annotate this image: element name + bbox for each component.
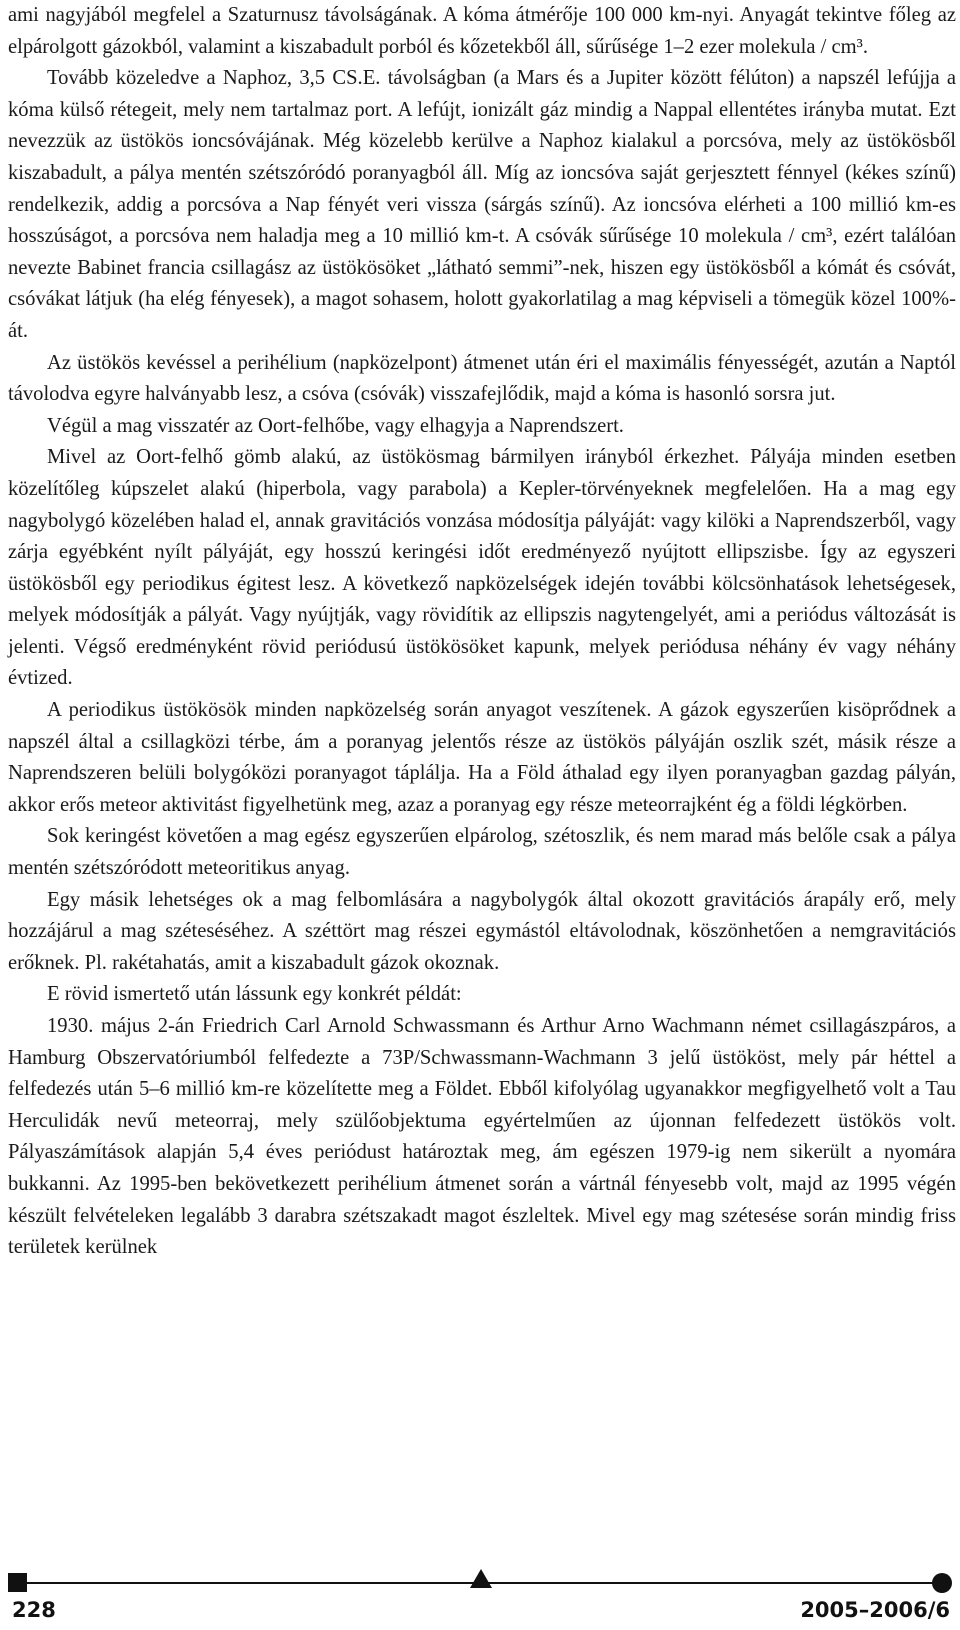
page-footer bbox=[8, 1560, 952, 1626]
paragraph: Az üstökös kevéssel a perihélium (napközelpont) átmenet után éri el maximális fényességét, azután a Naptól távolodva egyre halványabb lesz, a csóva (csóvák) visszafejlődik, majd a kóma is hasonló sorsra jut. bbox=[8, 351, 956, 406]
circle-ornament-icon bbox=[932, 1573, 952, 1593]
page-number: 228 bbox=[12, 1598, 56, 1622]
page bbox=[8, 0, 956, 1264]
paragraph: Tovább közeledve a Naphoz, 3,5 CS.E. távolságban (a Mars és a Jupiter között félúton) a napszél lefújja a kóma külső rétegeit, mely nem tartalmaz port. A lefújt, ionizált gáz mindig a Nappal ellentétes irányba mutat. Ezt nevezzük az üstökös ioncsóvájának. Még közelebb kerülve a Naphoz kialakul a porcsóva, mely az üstökösből kiszabadult, a pálya mentén szétszóródó poranyagból áll. Míg az ioncsóva saját gerjesztett fénnyel (kékes színű) rendelkezik, addig a porcsóva a Nap fényét veri vissza (sárgás színű). Az ioncsóva elérheti a 100 millió km-es hosszúságot, a porcsóva nem haladja meg a 10 millió km-t. A csóvák sűrűsége 10 molekula / cm³, ezért találóan nevezte Babinet francia csillagász az üstökösöket „látható semmi”-nek, hiszen egy üstökösből a kómát és csóvát, csóvákat látjuk (ha elég fényesek), a magot sohasem, holott gyakorlatilag a mag képviseli a tömegük közel 100%-át. bbox=[8, 67, 956, 342]
square-ornament-icon bbox=[8, 1573, 27, 1592]
paragraph: ami nagyjából megfelel a Szaturnusz távolságának. A kóma átmérője 100 000 km-nyi. Anyagát tekintve főleg az elpárolgott gázokból, valamint a kiszabadult porból és kőzetekből áll, sűrűsége 1–2 ezer molekula / cm³. bbox=[8, 4, 956, 58]
paragraph: Mivel az Oort-felhő gömb alakú, az üstökösmag bármilyen irányból érkezhet. Pályája minden esetben közelítőleg kúpszelet alakú (hiperbola, vagy parabola) a Kepler-törvényeknek megfelelően. Ha a mag egy nagybolygó közelében halad el, annak gravitációs vonzása módosítja pályáját: vagy kilöki a Naprendszerből, vagy zárja egyébként nyílt pályáját, egy hosszú keringési időt eredményező nyújtott ellipszisbe. Így az egyszeri üstökösből egy periodikus égitest lesz. A következő napközelségek idején további kölcsönhatások lehetségesek, melyek módosítják a pályát. Vagy nyújtják, vagy rövidítik az ellipszis nagytengelyét, ami a periódus változását is jelenti. Végső eredményként rövid periódusú üstökösöket kapunk, melyek periódusa néhány év vagy néhány évtized. bbox=[8, 446, 956, 690]
paragraph: Végül a mag visszatér az Oort-felhőbe, vagy elhagyja a Naprendszert. bbox=[47, 414, 624, 437]
paragraph: Sok keringést követően a mag egész egyszerűen elpárolog, szétoszlik, és nem marad más belőle csak a pálya mentén szétszóródott meteoritikus anyag. bbox=[8, 825, 956, 880]
triangle-ornament-icon bbox=[470, 1569, 492, 1588]
issue-number: 2005–2006/6 bbox=[800, 1598, 950, 1622]
article-body bbox=[8, 0, 956, 1264]
paragraph: Egy másik lehetséges ok a mag felbomlására a nagybolygók által okozott gravitációs árapály erő, mely hozzájárul a mag széteséséhez. A széttört mag részei egymástól eltávolodnak, köszönhetően a nemgravitációs erőknek. Pl. rakétahatás, amit a kiszabadult gázok okoznak. bbox=[8, 888, 956, 974]
paragraph: A periodikus üstökösök minden napközelség során anyagot veszítenek. A gázok egyszerűen kisöprődnek a napszél által a csillagközi térbe, ám a poranyag jelentős része az üstökös pályáján oszlik szét, másik része a Naprendszeren belüli bolygóközi poranyagot táplálja. Ha a Föld áthalad egy ilyen poranyagban gazdag pályán, akkor erős meteor aktivitást figyelhetünk meg, azaz a poranyag egy része meteorrajként ég a földi légkörben. bbox=[8, 699, 956, 816]
paragraph: 1930. május 2-án Friedrich Carl Arnold Schwassmann és Arthur Arno Wachmann német csillagászpáros, a Hamburg Obszervatóriumból felfedezte a 73P/Schwassmann-Wachmann 3 jelű üstököst, mely pár héttel a felfedezés után 5–6 millió km-re közelítette meg a Földet. Ebből kifolyólag ugyanakkor megfigyelhető volt a Tau Herculidák nevű meteorraj, mely szülőobjektuma egyértelműen az újonnan felfedezett üstökös volt. Pályaszámítások alapján 5,4 éves periódust határoztak meg, ám egészen 1979-ig nem sikerült a nyomára bukkanni. Az 1995-ben bekövetkezett perihélium átmenet során a vártnál fényesebb volt, majd az 1995 végén készült felvételeken legalább 3 darabra szétszakadt magot észleltek. Mivel egy mag szétesése során mindig friss területek kerülnek bbox=[8, 1015, 956, 1259]
paragraph: E rövid ismertető után lássunk egy konkrét példát: bbox=[47, 983, 462, 1006]
